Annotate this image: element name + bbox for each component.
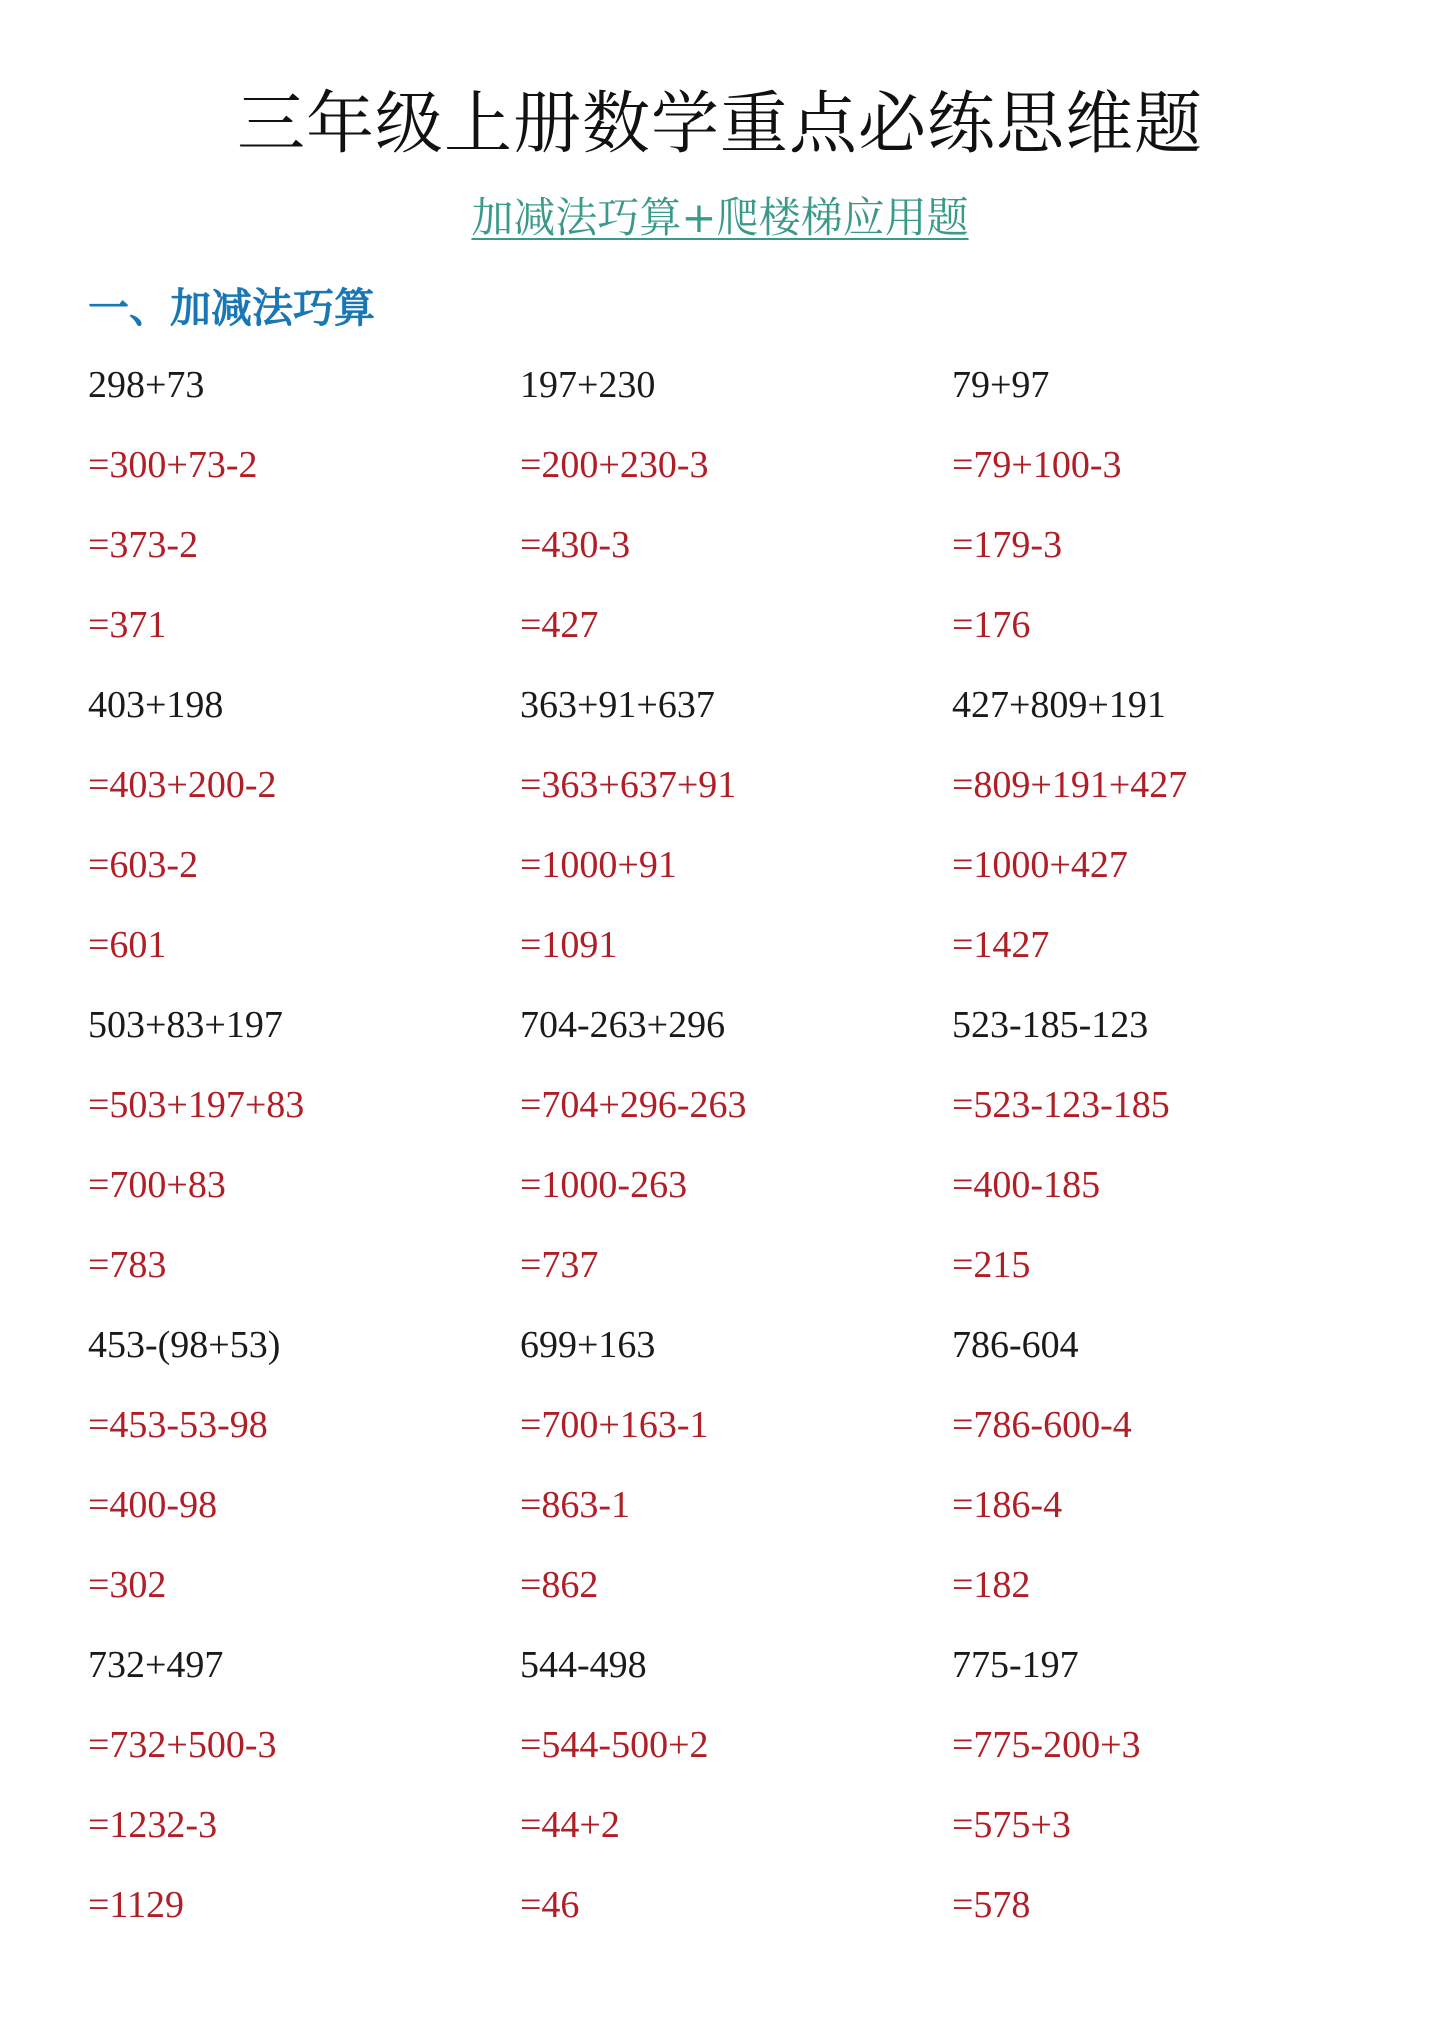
solution-step: =1232-3 xyxy=(88,1804,218,1846)
solution-step: =44+2 xyxy=(520,1804,620,1846)
solution-step: =1000+427 xyxy=(952,844,1128,886)
solution-step: =200+230-3 xyxy=(520,444,709,486)
solution-step: =182 xyxy=(952,1564,1031,1606)
problem-expression: 699+163 xyxy=(520,1324,656,1366)
solution-step: =427 xyxy=(520,604,599,646)
problem-expression: 775-197 xyxy=(952,1644,1079,1686)
solution-step: =603-2 xyxy=(88,844,199,886)
solution-step: =503+197+83 xyxy=(88,1084,305,1126)
solution-step: =46 xyxy=(520,1884,580,1926)
solution-step: =863-1 xyxy=(520,1484,631,1526)
subtitle-container xyxy=(0,190,1440,246)
solution-step: =700+163-1 xyxy=(520,1404,709,1446)
solution-step: =578 xyxy=(952,1884,1031,1926)
problem-expression: 523-185-123 xyxy=(952,1004,1149,1046)
problem-expression: 453-(98+53) xyxy=(88,1324,281,1366)
problem-expression: 704-263+296 xyxy=(520,1004,726,1046)
solution-step: =176 xyxy=(952,604,1031,646)
solution-step: =544-500+2 xyxy=(520,1724,709,1766)
solution-step: =363+637+91 xyxy=(520,764,737,806)
problem-expression: 503+83+197 xyxy=(88,1004,283,1046)
page-title: 三年级上册数学重点必练思维题 xyxy=(236,85,1203,164)
solution-step: =79+100-3 xyxy=(952,444,1122,486)
solution-step: =601 xyxy=(88,924,167,966)
solution-step: =1427 xyxy=(952,924,1050,966)
solution-step: =186-4 xyxy=(952,1484,1063,1526)
solution-step: =371 xyxy=(88,604,167,646)
solution-step: =179-3 xyxy=(952,524,1063,566)
solution-step: =700+83 xyxy=(88,1164,226,1206)
solution-step: =302 xyxy=(88,1564,167,1606)
solution-step: =1000-263 xyxy=(520,1164,688,1206)
section-heading: 一、加减法巧算 xyxy=(88,284,375,332)
solution-step: =400-185 xyxy=(952,1164,1101,1206)
problem-expression: 363+91+637 xyxy=(520,684,715,726)
solution-step: =400-98 xyxy=(88,1484,218,1526)
solution-step: =300+73-2 xyxy=(88,444,258,486)
solution-step: =704+296-263 xyxy=(520,1084,747,1126)
solution-step: =373-2 xyxy=(88,524,199,566)
problem-expression: 403+198 xyxy=(88,684,224,726)
solution-step: =575+3 xyxy=(952,1804,1071,1846)
solution-step: =523-123-185 xyxy=(952,1084,1170,1126)
problem-expression: 298+73 xyxy=(88,364,205,406)
solution-step: =783 xyxy=(88,1244,167,1286)
solution-step: =862 xyxy=(520,1564,599,1606)
problem-expression: 544-498 xyxy=(520,1644,647,1686)
solution-step: =1129 xyxy=(88,1884,185,1926)
problem-expression: 786-604 xyxy=(952,1324,1079,1366)
solution-step: =809+191+427 xyxy=(952,764,1188,806)
solution-step: =737 xyxy=(520,1244,599,1286)
page-subtitle: 加减法巧算+爬楼梯应用题 xyxy=(471,193,969,242)
solution-step: =775-200+3 xyxy=(952,1724,1141,1766)
solution-step: =215 xyxy=(952,1244,1031,1286)
solution-step: =732+500-3 xyxy=(88,1724,277,1766)
solution-step: =453-53-98 xyxy=(88,1404,268,1446)
problem-expression: 732+497 xyxy=(88,1644,224,1686)
problem-expression: 79+97 xyxy=(952,364,1050,406)
solution-step: =403+200-2 xyxy=(88,764,277,806)
solution-step: =786-600-4 xyxy=(952,1404,1132,1446)
solution-step: =430-3 xyxy=(520,524,631,566)
problem-expression: 427+809+191 xyxy=(952,684,1166,726)
solution-step: =1000+91 xyxy=(520,844,677,886)
problem-expression: 197+230 xyxy=(520,364,656,406)
solution-step: =1091 xyxy=(520,924,618,966)
